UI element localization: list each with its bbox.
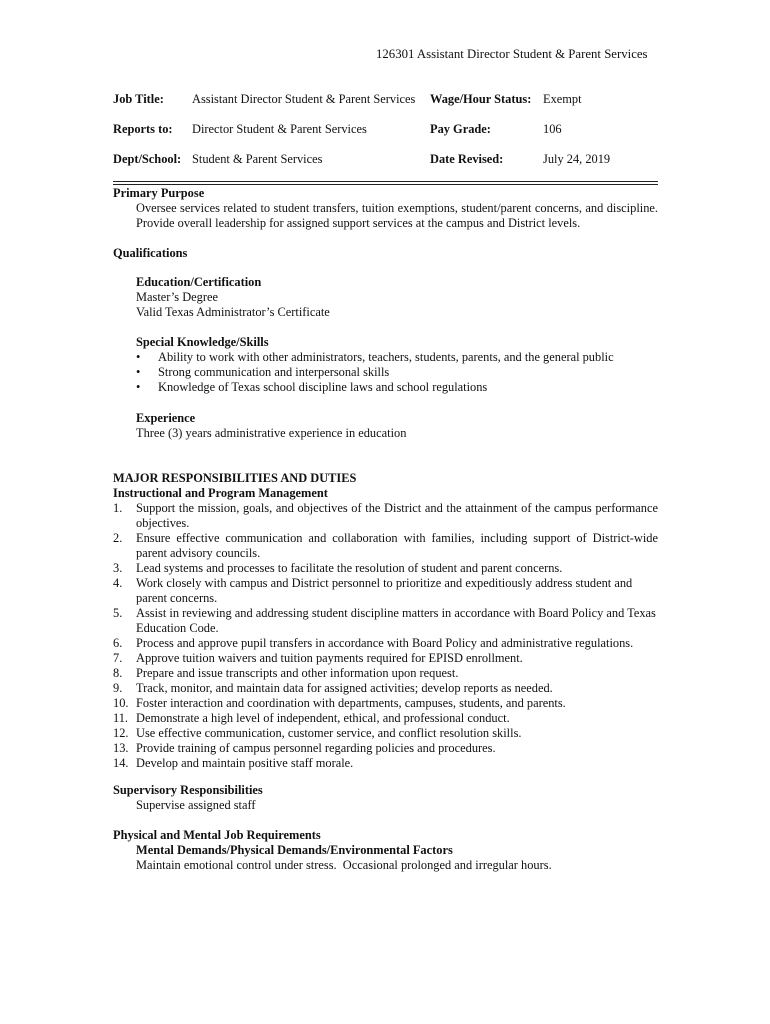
primary-purpose-text: Oversee services related to student transfers, tuition exemptions, student/parent concerns, and discipline. Provide overall leadership for assigned support services at the campus and District levels. bbox=[136, 201, 658, 230]
list-item: • Knowledge of Texas school discipline laws and school regulations bbox=[136, 380, 488, 394]
duty-item: 14. Develop and maintain positive staff morale. bbox=[113, 756, 354, 770]
education-item: Master’s Degree bbox=[136, 290, 218, 304]
duty-item: 4. Work closely with campus and District personnel to prioritize and expeditiously address student and parent concerns. bbox=[113, 576, 633, 605]
skills-list bbox=[113, 350, 658, 395]
dept-value: Student & Parent Services bbox=[192, 152, 323, 166]
bullet-icon: • bbox=[136, 350, 141, 364]
duties-list bbox=[113, 501, 658, 771]
divider-line bbox=[113, 181, 658, 182]
duty-item: 3. Lead systems and processes to facilitate the resolution of student and parent concerns. bbox=[113, 561, 563, 575]
reports-to-value: Director Student & Parent Services bbox=[192, 122, 367, 136]
duties-heading: MAJOR RESPONSIBILITIES AND DUTIES bbox=[113, 471, 357, 485]
duty-item: 10. Foster interaction and coordination with departments, campuses, students, and parents. bbox=[113, 696, 566, 710]
skills-heading: Special Knowledge/Skills bbox=[136, 335, 269, 349]
document-code: 126301 Assistant Director Student & Parent Services bbox=[376, 47, 648, 61]
duty-item: 1. Support the mission, goals, and objectives of the District and the attainment of the campus performance objectives. bbox=[113, 501, 658, 530]
divider-line bbox=[113, 184, 658, 185]
duties-subheading: Instructional and Program Management bbox=[113, 486, 328, 500]
physical-heading: Physical and Mental Job Requirements bbox=[113, 828, 321, 842]
duties-section bbox=[113, 471, 658, 771]
duty-item: 11. Demonstrate a high level of independent, ethical, and professional conduct. bbox=[113, 711, 510, 725]
date-revised-label: Date Revised: bbox=[430, 152, 504, 166]
experience-heading: Experience bbox=[136, 411, 196, 425]
job-title-label: Job Title: bbox=[113, 92, 164, 106]
skills-section bbox=[113, 335, 658, 395]
reports-to-label: Reports to: bbox=[113, 122, 173, 136]
list-item: • Ability to work with other administrators, teachers, students, parents, and the general public bbox=[136, 350, 614, 364]
supervisory-text: Supervise assigned staff bbox=[136, 798, 256, 812]
physical-section bbox=[113, 828, 658, 873]
supervisory-section bbox=[113, 783, 658, 813]
duty-item: 8. Prepare and issue transcripts and other information upon request. bbox=[113, 666, 459, 680]
qualifications-heading: Qualifications bbox=[113, 246, 188, 260]
duty-item: 13. Provide training of campus personnel regarding policies and procedures. bbox=[113, 741, 496, 755]
education-heading: Education/Certification bbox=[136, 275, 262, 289]
primary-purpose-heading: Primary Purpose bbox=[113, 186, 205, 200]
education-item: Valid Texas Administrator’s Certificate bbox=[136, 305, 330, 319]
duty-item: 2. Ensure effective communication and collaboration with families, including support of District-wide parent advisory councils. bbox=[113, 531, 658, 560]
dept-label: Dept/School: bbox=[113, 152, 182, 166]
date-revised-value: July 24, 2019 bbox=[543, 152, 611, 166]
duty-item: 5. Assist in reviewing and addressing student discipline matters in accordance with Board Policy and Texas Education Code. bbox=[113, 606, 656, 635]
pay-grade-value: 106 bbox=[543, 122, 562, 136]
wage-status-value: Exempt bbox=[543, 92, 582, 106]
primary-purpose-section bbox=[113, 186, 658, 231]
pay-grade-label: Pay Grade: bbox=[430, 122, 491, 136]
job-title-value: Assistant Director Student & Parent Services bbox=[192, 92, 416, 106]
physical-subheading: Mental Demands/Physical Demands/Environmental Factors bbox=[136, 843, 453, 857]
education-section bbox=[113, 275, 658, 320]
duty-item: 9. Track, monitor, and maintain data for assigned activities; develop reports as needed. bbox=[113, 681, 553, 695]
bullet-icon: • bbox=[136, 365, 141, 379]
experience-text: Three (3) years administrative experience in education bbox=[136, 426, 407, 440]
experience-section bbox=[113, 411, 658, 441]
bullet-icon: • bbox=[136, 380, 141, 394]
supervisory-heading: Supervisory Responsibilities bbox=[113, 783, 263, 797]
physical-text: Maintain emotional control under stress. Occasional prolonged and irregular hours. bbox=[136, 858, 552, 872]
duty-item: 7. Approve tuition waivers and tuition payments required for EPISD enrollment. bbox=[113, 651, 523, 665]
wage-status-label: Wage/Hour Status: bbox=[430, 92, 532, 106]
duty-item: 12. Use effective communication, customer service, and conflict resolution skills. bbox=[113, 726, 522, 740]
list-item: • Strong communication and interpersonal skills bbox=[136, 365, 390, 379]
duty-item: 6. Process and approve pupil transfers in accordance with Board Policy and administrative regulations. bbox=[113, 636, 634, 650]
